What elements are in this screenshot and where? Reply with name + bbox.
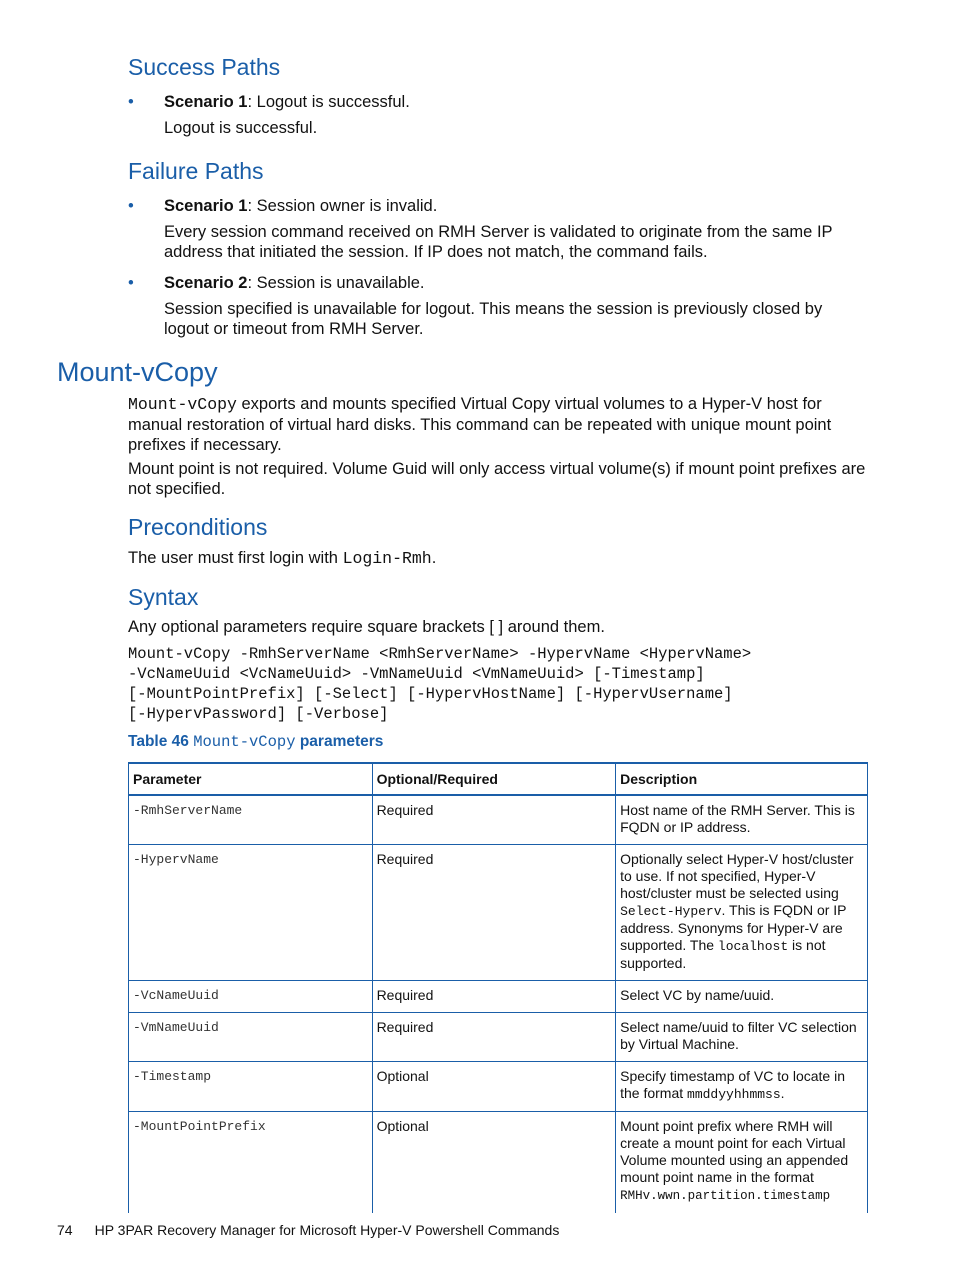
- scenario-label: Scenario 1: [164, 93, 248, 111]
- header-parameter: Parameter: [129, 763, 373, 795]
- desc-code: Select-Hyperv: [620, 904, 722, 919]
- syntax-code-line: [-MountPointPrefix] [-Select] [-HypervHostName] [-HypervUsername]: [128, 685, 733, 703]
- desc-text: .: [780, 1085, 785, 1101]
- scenario-text: : Session is unavailable.: [247, 274, 425, 292]
- bullet-icon: •: [128, 197, 134, 215]
- page-footer: [57, 1222, 559, 1238]
- desc-code: RMHv.wwn.partition.timestamp: [620, 1189, 831, 1203]
- table-header-row: [129, 763, 868, 795]
- failure-scenario-1-detail: Every session command received on RMH Server is validated to originate from the same IP address that initiated the session. If IP does not match, the command fails.: [164, 223, 833, 261]
- table-row: [129, 795, 868, 845]
- param-cell: -VmNameUuid: [129, 1013, 373, 1062]
- description-cell: Host name of the RMH Server. This is FQDN or IP address.: [616, 795, 868, 845]
- mount-vcopy-heading: Mount-vCopy: [57, 357, 218, 387]
- bullet-icon: •: [128, 274, 134, 292]
- desc-text: Optionally select Hyper-V host/cluster to use. If not specified, Hyper-V host/cluster must be selected using: [620, 851, 854, 901]
- param-cell: -MountPointPrefix: [129, 1112, 373, 1214]
- scenario-label: Scenario 2: [164, 274, 248, 292]
- description-cell: [616, 1112, 868, 1214]
- preconditions-text: [128, 548, 873, 569]
- table-caption: [128, 733, 383, 751]
- parameters-table: [128, 762, 868, 1213]
- syntax-code-block: [128, 644, 751, 724]
- param-cell: -RmhServerName: [129, 795, 373, 845]
- header-description: Description: [616, 763, 868, 795]
- description-cell: [616, 1062, 868, 1112]
- description-cell: Select VC by name/uuid.: [616, 981, 868, 1013]
- desc-code: mmddyyhhmmss: [687, 1087, 781, 1102]
- desc-code: localhost: [717, 939, 789, 954]
- syntax-text: Any optional parameters require square brackets [ ] around them.: [128, 618, 605, 636]
- preconditions-body: The user must first login with: [128, 549, 343, 567]
- table-row: [129, 1013, 868, 1062]
- description-cell: Select name/uuid to filter VC selection by Virtual Machine.: [616, 1013, 868, 1062]
- mount-vcopy-note: Mount point is not required. Volume Guid will only access virtual volume(s) if mount point prefixes are not specified.: [128, 460, 866, 498]
- intro-text: exports and mounts specified Virtual Copy virtual volumes to a Hyper-V host for manual restoration of virtual hard disks. This command can be repeated with unique mount point prefixes if necessary.: [128, 395, 832, 454]
- required-cell: Required: [372, 981, 616, 1013]
- required-cell: Optional: [372, 1112, 616, 1214]
- desc-text: Specify timestamp of VC to locate in the format: [620, 1068, 845, 1101]
- preconditions-suffix: .: [431, 549, 437, 567]
- header-optional-required: Optional/Required: [372, 763, 616, 795]
- description-cell: [616, 845, 868, 981]
- bullet-icon: •: [128, 93, 134, 111]
- preconditions-heading: Preconditions: [128, 514, 268, 540]
- caption-code: Mount-vCopy: [193, 733, 296, 751]
- table-row: [129, 1112, 868, 1214]
- mount-vcopy-intro: [128, 394, 873, 455]
- required-cell: Required: [372, 1013, 616, 1062]
- syntax-code-line: Mount-vCopy -RmhServerName <RmhServerName> -HypervName <HypervName>: [128, 645, 752, 663]
- syntax-code-line: -VcNameUuid <VcNameUuid> -VmNameUuid <VmNameUuid> [-Timestamp]: [128, 665, 705, 683]
- desc-text: Mount point prefix where RMH will create a mount point for each Virtual Volume mounted using an appended mount point name in the format: [620, 1118, 849, 1185]
- param-cell: -HypervName: [129, 845, 373, 981]
- required-cell: Optional: [372, 1062, 616, 1112]
- scenario-label: Scenario 1: [164, 197, 248, 215]
- param-cell: -Timestamp: [129, 1062, 373, 1112]
- login-rmh-code: Login-Rmh: [342, 549, 432, 568]
- required-cell: Required: [372, 795, 616, 845]
- param-cell: -VcNameUuid: [129, 981, 373, 1013]
- caption-suffix: parameters: [295, 733, 384, 750]
- footer-title: HP 3PAR Recovery Manager for Microsoft Hyper-V Powershell Commands: [94, 1222, 560, 1238]
- intro-code: Mount-vCopy: [128, 395, 237, 414]
- success-scenario-1-detail: Logout is successful.: [164, 119, 318, 137]
- desc-text: . This is FQDN or IP address. Synonyms for Hyper-V are supported. The: [620, 902, 847, 953]
- table-row: [129, 845, 868, 981]
- table-row: [129, 981, 868, 1013]
- failure-paths-heading: Failure Paths: [128, 158, 264, 184]
- page-number: 74: [57, 1222, 73, 1238]
- desc-text: is not supported.: [620, 937, 826, 971]
- table-row: [129, 1062, 868, 1112]
- caption-prefix: Table 46: [128, 733, 194, 750]
- scenario-text: : Session owner is invalid.: [247, 197, 438, 215]
- success-paths-heading: Success Paths: [128, 54, 281, 80]
- scenario-text: : Logout is successful.: [247, 93, 410, 111]
- required-cell: Required: [372, 845, 616, 981]
- syntax-code-line: [-HypervPassword] [-Verbose]: [128, 705, 389, 723]
- syntax-heading: Syntax: [128, 584, 199, 610]
- failure-scenario-2-detail: Session specified is unavailable for logout. This means the session is previously closed by logout or timeout from RMH Server.: [164, 300, 823, 338]
